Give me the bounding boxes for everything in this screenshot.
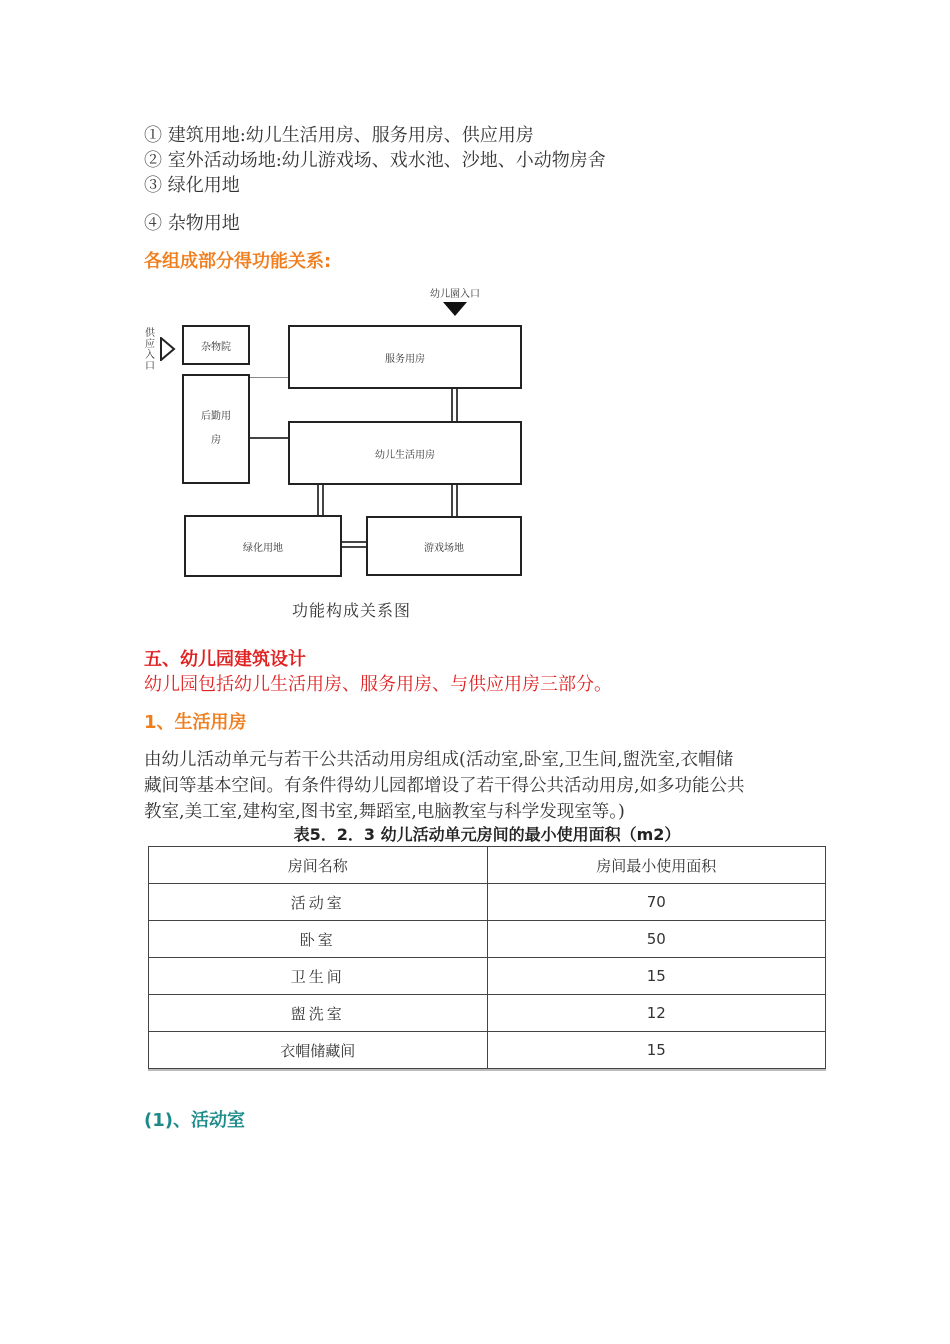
play-ground-box: [366, 516, 522, 576]
table-cell-area: 15: [487, 958, 826, 995]
connector-line: [451, 485, 453, 516]
connector-line: [342, 546, 366, 548]
connector-line: [451, 389, 453, 421]
table-header: 房间名称: [149, 847, 488, 884]
list-item: ① 建筑用地:幼儿生活用房、服务用房、供应用房: [144, 125, 534, 146]
misc-yard-box: [182, 325, 250, 365]
connector-line: [250, 377, 288, 378]
list-item: ③ 绿化用地: [144, 175, 240, 196]
service-rooms-label: 服务用房: [385, 353, 425, 365]
table-row: [149, 921, 826, 958]
paragraph: [144, 747, 814, 825]
connector-line: [456, 389, 458, 421]
table-row: [149, 995, 826, 1032]
supply-arrow-icon: [160, 337, 176, 361]
room-area-table: [148, 846, 826, 1069]
paragraph-line: 藏间等基本空间。有条件得幼儿园都增设了若干得公共活动用房,如多功能公共: [144, 776, 745, 796]
table-cell-area: 15: [487, 1032, 826, 1069]
table-cell-room: 活动室: [149, 884, 488, 921]
table-cell-area: 50: [487, 921, 826, 958]
table-cell-area: 12: [487, 995, 826, 1032]
green-land-box: [184, 515, 342, 577]
section-title: 五、幼儿园建筑设计: [144, 649, 306, 670]
living-rooms-box: [288, 421, 522, 485]
connector-line: [342, 541, 366, 543]
connector-line: [250, 437, 288, 439]
section-heading-function: 各组成部分得功能关系:: [144, 251, 332, 272]
play-ground-label: 游戏场地: [424, 542, 464, 554]
section-intro: 幼儿园包括幼儿生活用房、服务用房、与供应用房三部分。: [144, 674, 612, 695]
table-cell-area: 70: [487, 884, 826, 921]
table-header-row: [149, 847, 826, 884]
table-row: [149, 958, 826, 995]
paragraph-line: 教室,美工室,建构室,图书室,舞蹈室,电脑教室与科学发现室等。): [144, 802, 625, 822]
supply-rooms-label: 后勤用房: [201, 411, 231, 446]
list-item: ② 室外活动场地:幼儿游戏场、戏水池、沙地、小动物房舍: [144, 150, 606, 171]
table-cell-room: 卧室: [149, 921, 488, 958]
child-entrance-label: 幼儿園入口: [430, 289, 480, 300]
green-land-label: 绿化用地: [243, 542, 283, 554]
supply-rooms-box: [182, 374, 250, 484]
paragraph-line: 由幼儿活动单元与若干公共活动用房组成(活动室,卧室,卫生间,盥洗室,衣帽储: [144, 750, 734, 770]
connector-line: [317, 485, 319, 515]
misc-yard-label: 杂物院: [201, 341, 231, 353]
list-item: ④ 杂物用地: [144, 213, 240, 234]
supply-entrance-label: 供应入口: [145, 328, 155, 372]
table-cell-room: 盥洗室: [149, 995, 488, 1032]
living-rooms-label: 幼儿生活用房: [375, 449, 435, 461]
connector-line: [456, 485, 458, 516]
table-header: 房间最小使用面积: [487, 847, 826, 884]
table-row: [149, 884, 826, 921]
function-diagram: [120, 280, 550, 630]
table-cell-room: 衣帽储藏间: [149, 1032, 488, 1069]
entrance-arrow-icon: [443, 302, 467, 318]
connector-line: [322, 485, 324, 515]
subsubsection-title: (1)、活动室: [144, 1110, 245, 1131]
subsection-title: 1、生活用房: [144, 712, 247, 733]
service-rooms-box: [288, 325, 522, 389]
table-row: [149, 1032, 826, 1069]
table-cell-room: 卫生间: [149, 958, 488, 995]
table-caption: 表5．2．3 幼儿活动单元房间的最小使用面积（m2）: [293, 825, 681, 844]
diagram-caption: 功能构成关系图: [292, 601, 412, 620]
